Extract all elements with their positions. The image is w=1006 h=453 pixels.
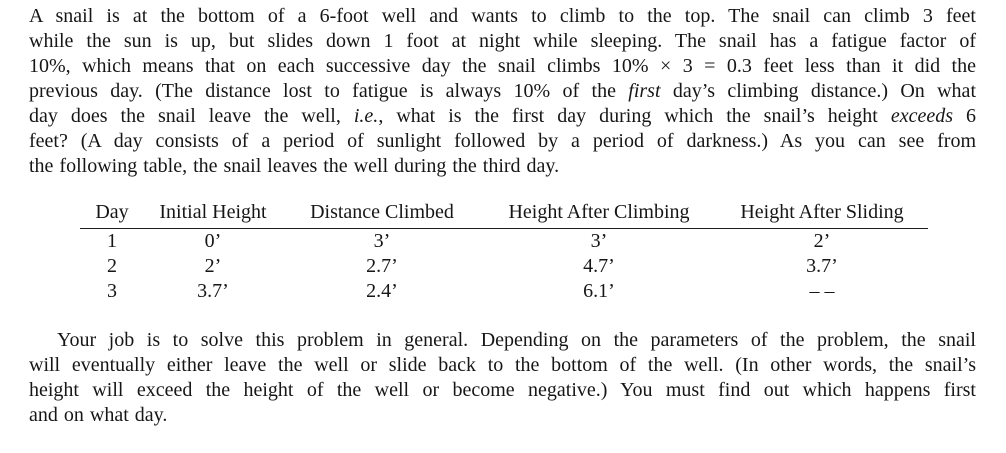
text-line: day does the snail leave the well, i.e., what is the first day during which the snail’s height exceeds 6 (29, 105, 976, 127)
col-header-day: Day (80, 200, 144, 229)
table-row-day-3 (80, 279, 928, 304)
table-cell: 3’ (590, 230, 608, 252)
text-line: the following table, the snail leaves the well during the third day. (29, 155, 560, 177)
table-cell: 3.7’ (197, 280, 229, 302)
table-cell: 6.1’ (583, 280, 615, 302)
text-line: will eventually either leave the well or slide back to the bottom of the well. (In other words, the snail’s (29, 354, 976, 376)
table-cell: 1 (107, 230, 117, 252)
table-cell: 3.7’ (806, 255, 838, 277)
text-line: Your job is to solve this problem in general. Depending on the parameters of the problem, the snail (57, 329, 976, 351)
text-line: while the sun is up, but slides down 1 foot at night while sleeping. The snail has a fatigue factor of (29, 30, 976, 52)
table-cell: 3’ (373, 230, 391, 252)
col-header-height-after-climbing: Height After Climbing (482, 200, 716, 229)
table-cell: 2.4’ (366, 280, 398, 302)
text-line: height will exceed the height of the well or become negative.) You must find out which happens first (29, 379, 976, 401)
climb-progress-table (80, 200, 928, 304)
table-cell: 2.7’ (366, 255, 398, 277)
table-cell: 2’ (813, 230, 831, 252)
text-line: feet? (A day consists of a period of sunlight followed by a period of darkness.) As you can see from (29, 130, 976, 152)
col-header-distance-climbed: Distance Climbed (282, 200, 482, 229)
col-header-initial-height: Initial Height (144, 200, 282, 229)
table-header-row (80, 200, 928, 229)
text-line: and on what day. (29, 404, 168, 426)
table-row-day-2 (80, 254, 928, 279)
paragraph-intro (29, 4, 976, 179)
paragraph-task (29, 328, 976, 428)
table-cell: 2 (107, 255, 117, 277)
table-cell: – – (809, 280, 835, 302)
table-cell: 4.7’ (583, 255, 615, 277)
text-line: 10%, which means that on each successive day the snail climbs 10% × 3 = 0.3 feet less than it did the (29, 55, 976, 77)
col-header-height-after-sliding: Height After Sliding (716, 200, 928, 229)
table-cell: 3 (107, 280, 117, 302)
text-line: previous day. (The distance lost to fatigue is always 10% of the first day’s climbing distance.) On what (29, 80, 976, 102)
table-row-day-1 (80, 229, 928, 255)
table-cell: 2’ (204, 255, 222, 277)
table-cell: 0’ (204, 230, 222, 252)
text-line: A snail is at the bottom of a 6-foot well and wants to climb to the top. The snail can climb 3 feet (29, 5, 976, 27)
